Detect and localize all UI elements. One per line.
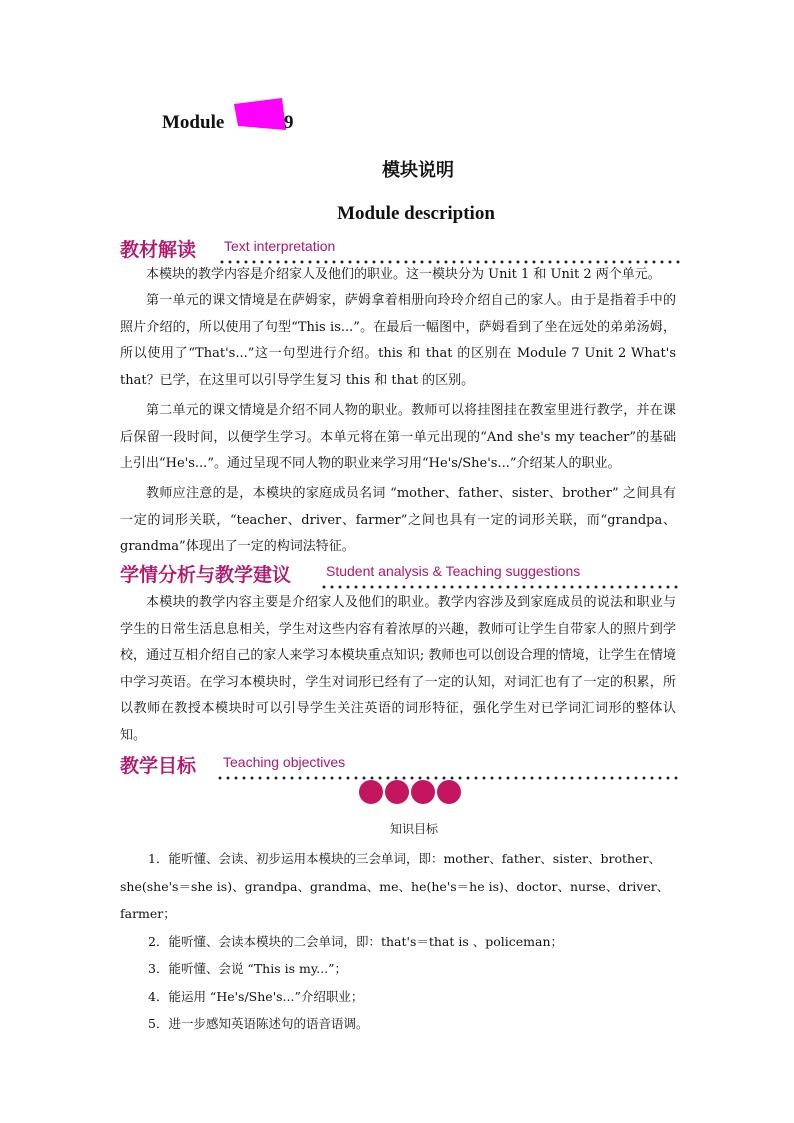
circle-icon bbox=[359, 780, 383, 804]
paragraph: 第二单元的课文情境是介绍不同人物的职业。教师可以将挂图挂在教室里进行教学，并在课后保留一段时间，以便学生学习。本单元将在第一单元出现的“And she's my teacher”的基础上引出“He's...”。通过呈现不同人物的职业来学习用“He's/She's...”介绍某人的职业。 bbox=[120, 403, 676, 471]
objective-item: 3．能听懂、会说 “This is my...”； bbox=[148, 961, 348, 976]
dotted-divider bbox=[320, 585, 682, 589]
section-title-cn: 学情分析与教学建议 bbox=[120, 564, 292, 586]
section-header-teaching-objectives bbox=[120, 752, 682, 780]
paragraph: 本模块的教学内容主要是介绍家人及他们的职业。教学内容涉及到家庭成员的说法和职业与学生的日常生活息息相关，学生对这些内容有着浓厚的兴趣，教师可让学生自带家人的照片到学校，通过互相介绍自己的家人来学习本模块重点知识; 教师也可以创设合理的情境，让学生在情境中学习英语。在学习本模块时，学生对词形已经有了一定的认知，对词汇也有了一定的积累，所以教师在教授本模块时可以引导学生关注英语的词形特征，强化学生对已学词汇词形的整体认知。 bbox=[120, 595, 676, 743]
section-title-en: Student analysis & Teaching suggestions bbox=[326, 563, 581, 579]
objective-item: 5．进一步感知英语陈述句的语音语调。 bbox=[148, 1016, 369, 1031]
paragraph: 教师应注意的是，本模块的家庭成员名词 “mother、father、sister、brother” 之间具有一定的词形关联，“teacher、driver、farmer”之间也具有一定的词形关联，而“grandpa、grandma”体现出了一定的构词法特征。 bbox=[120, 486, 676, 554]
section-header-student-analysis bbox=[120, 561, 682, 589]
section-title-cn: 教材解读 bbox=[120, 239, 197, 261]
module-label: Module bbox=[162, 112, 225, 133]
section-title-en: Text interpretation bbox=[224, 238, 336, 254]
page-title-en: Module description bbox=[337, 203, 495, 224]
objective-item: 1．能听懂、会读、初步运用本模块的三会单词，即：mother、father、sister、brother、 bbox=[148, 851, 661, 866]
paragraph: 第一单元的课文情境是在萨姆家，萨姆拿着相册向玲玲介绍自己的家人。由于是指着手中的照片介绍的，所以使用了句型“This is...”。在最后一幅图中，萨姆看到了坐在远处的弟弟汤姆，所以使用了“That's...”这一句型进行介绍。this 和 that 的区别在 Module 7 Unit 2 What's that？已学，在这里可以引导学生复习 this 和 that 的区别。 bbox=[120, 293, 676, 388]
circle-icon bbox=[385, 780, 409, 804]
knowledge-objectives-heading: 知识目标 bbox=[389, 822, 438, 836]
circle-icon bbox=[411, 780, 435, 804]
module-decoration-shape bbox=[232, 96, 286, 132]
section-header-text-interpretation bbox=[120, 236, 682, 264]
objectives-list bbox=[120, 845, 680, 1038]
section-title-en: Teaching objectives bbox=[223, 754, 346, 770]
module-number: 9 bbox=[284, 112, 294, 133]
decorative-circles bbox=[359, 780, 461, 804]
objective-item: 4．能运用 “He's/She's...”介绍职业； bbox=[148, 988, 364, 1004]
objective-item: 2．能听懂、会读本模块的二会单词，即：that's＝that is 、policeman； bbox=[148, 933, 564, 949]
page-title-cn: 模块说明 bbox=[382, 160, 454, 181]
paragraph: 本模块的教学内容是介绍家人及他们的职业。这一模块分为 Unit 1 和 Unit 2 两个单元。 bbox=[146, 267, 661, 282]
circle-icon bbox=[437, 780, 461, 804]
objective-item-continuation: she(she's＝she is)、grandpa、grandma、me、he(he's＝he is)、doctor、nurse、driver、farmer； bbox=[120, 878, 670, 921]
section-title-cn: 教学目标 bbox=[120, 755, 197, 777]
